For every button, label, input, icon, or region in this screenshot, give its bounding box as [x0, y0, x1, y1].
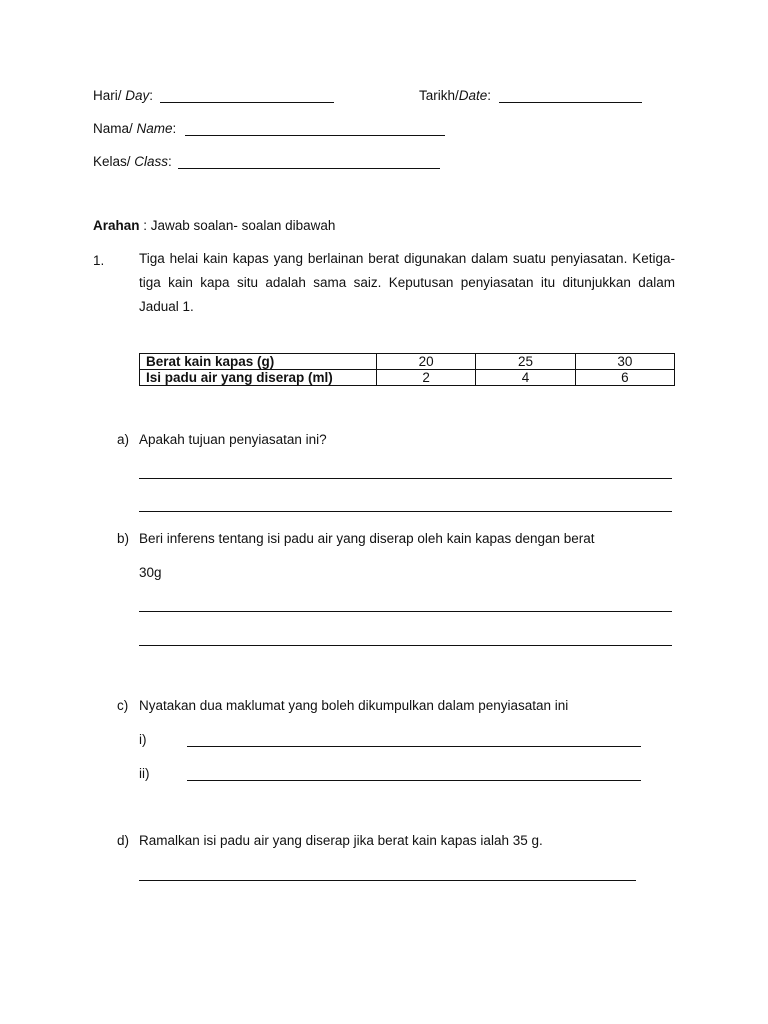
table-row	[140, 354, 675, 370]
part-c-item-ii: ii)	[139, 766, 150, 781]
part-b-question: Beri inferens tentang isi padu air yang diserap oleh kain kapas dengan berat	[139, 531, 595, 546]
table-cell: 6	[575, 370, 674, 386]
answer-line[interactable]	[187, 780, 641, 781]
table-cell: 4	[476, 370, 575, 386]
name-label: Nama/ Name:	[93, 121, 177, 136]
instruction: Arahan : Jawab soalan- soalan dibawah	[93, 218, 336, 233]
question-text: Tiga helai kain kapas yang berlainan berat digunakan dalam suatu penyiasatan. Ketiga-tiga kain kapa situ adalah sama saiz. Keputusan penyiasatan itu ditunjukkan dalam Jadual 1.	[139, 251, 675, 314]
table-cell: 20	[377, 354, 476, 370]
date-label: Tarikh/Date:	[419, 88, 492, 103]
part-a-question: Apakah tujuan penyiasatan ini?	[139, 432, 327, 447]
answer-line[interactable]	[139, 478, 672, 479]
part-c-item-i: i)	[139, 732, 147, 747]
answer-line[interactable]	[139, 880, 636, 881]
part-d-letter: d)	[117, 833, 130, 848]
results-table	[139, 353, 675, 386]
answer-line[interactable]	[139, 511, 672, 512]
day-input-line[interactable]	[160, 102, 334, 103]
day-label: Hari/ Day:	[93, 88, 154, 103]
table-cell: 25	[476, 354, 575, 370]
table-row	[140, 370, 675, 386]
question-number: 1.	[93, 253, 105, 268]
class-label: Kelas/ Class:	[93, 154, 172, 169]
answer-line[interactable]	[187, 746, 641, 747]
name-input-line[interactable]	[185, 135, 445, 136]
part-a-letter: a)	[117, 432, 130, 447]
row-header: Isi padu air yang diserap (ml)	[140, 370, 377, 386]
part-b-letter: b)	[117, 531, 130, 546]
table-cell: 2	[377, 370, 476, 386]
answer-line[interactable]	[139, 645, 672, 646]
part-b-question-cont: 30g	[139, 565, 162, 580]
date-input-line[interactable]	[499, 102, 642, 103]
table-cell: 30	[575, 354, 674, 370]
class-input-line[interactable]	[178, 168, 440, 169]
answer-line[interactable]	[139, 611, 672, 612]
part-d-question: Ramalkan isi padu air yang diserap jika berat kain kapas ialah 35 g.	[139, 833, 543, 848]
part-c-question: Nyatakan dua maklumat yang boleh dikumpulkan dalam penyiasatan ini	[139, 698, 569, 713]
row-header: Berat kain kapas (g)	[140, 354, 377, 370]
part-c-letter: c)	[117, 698, 129, 713]
